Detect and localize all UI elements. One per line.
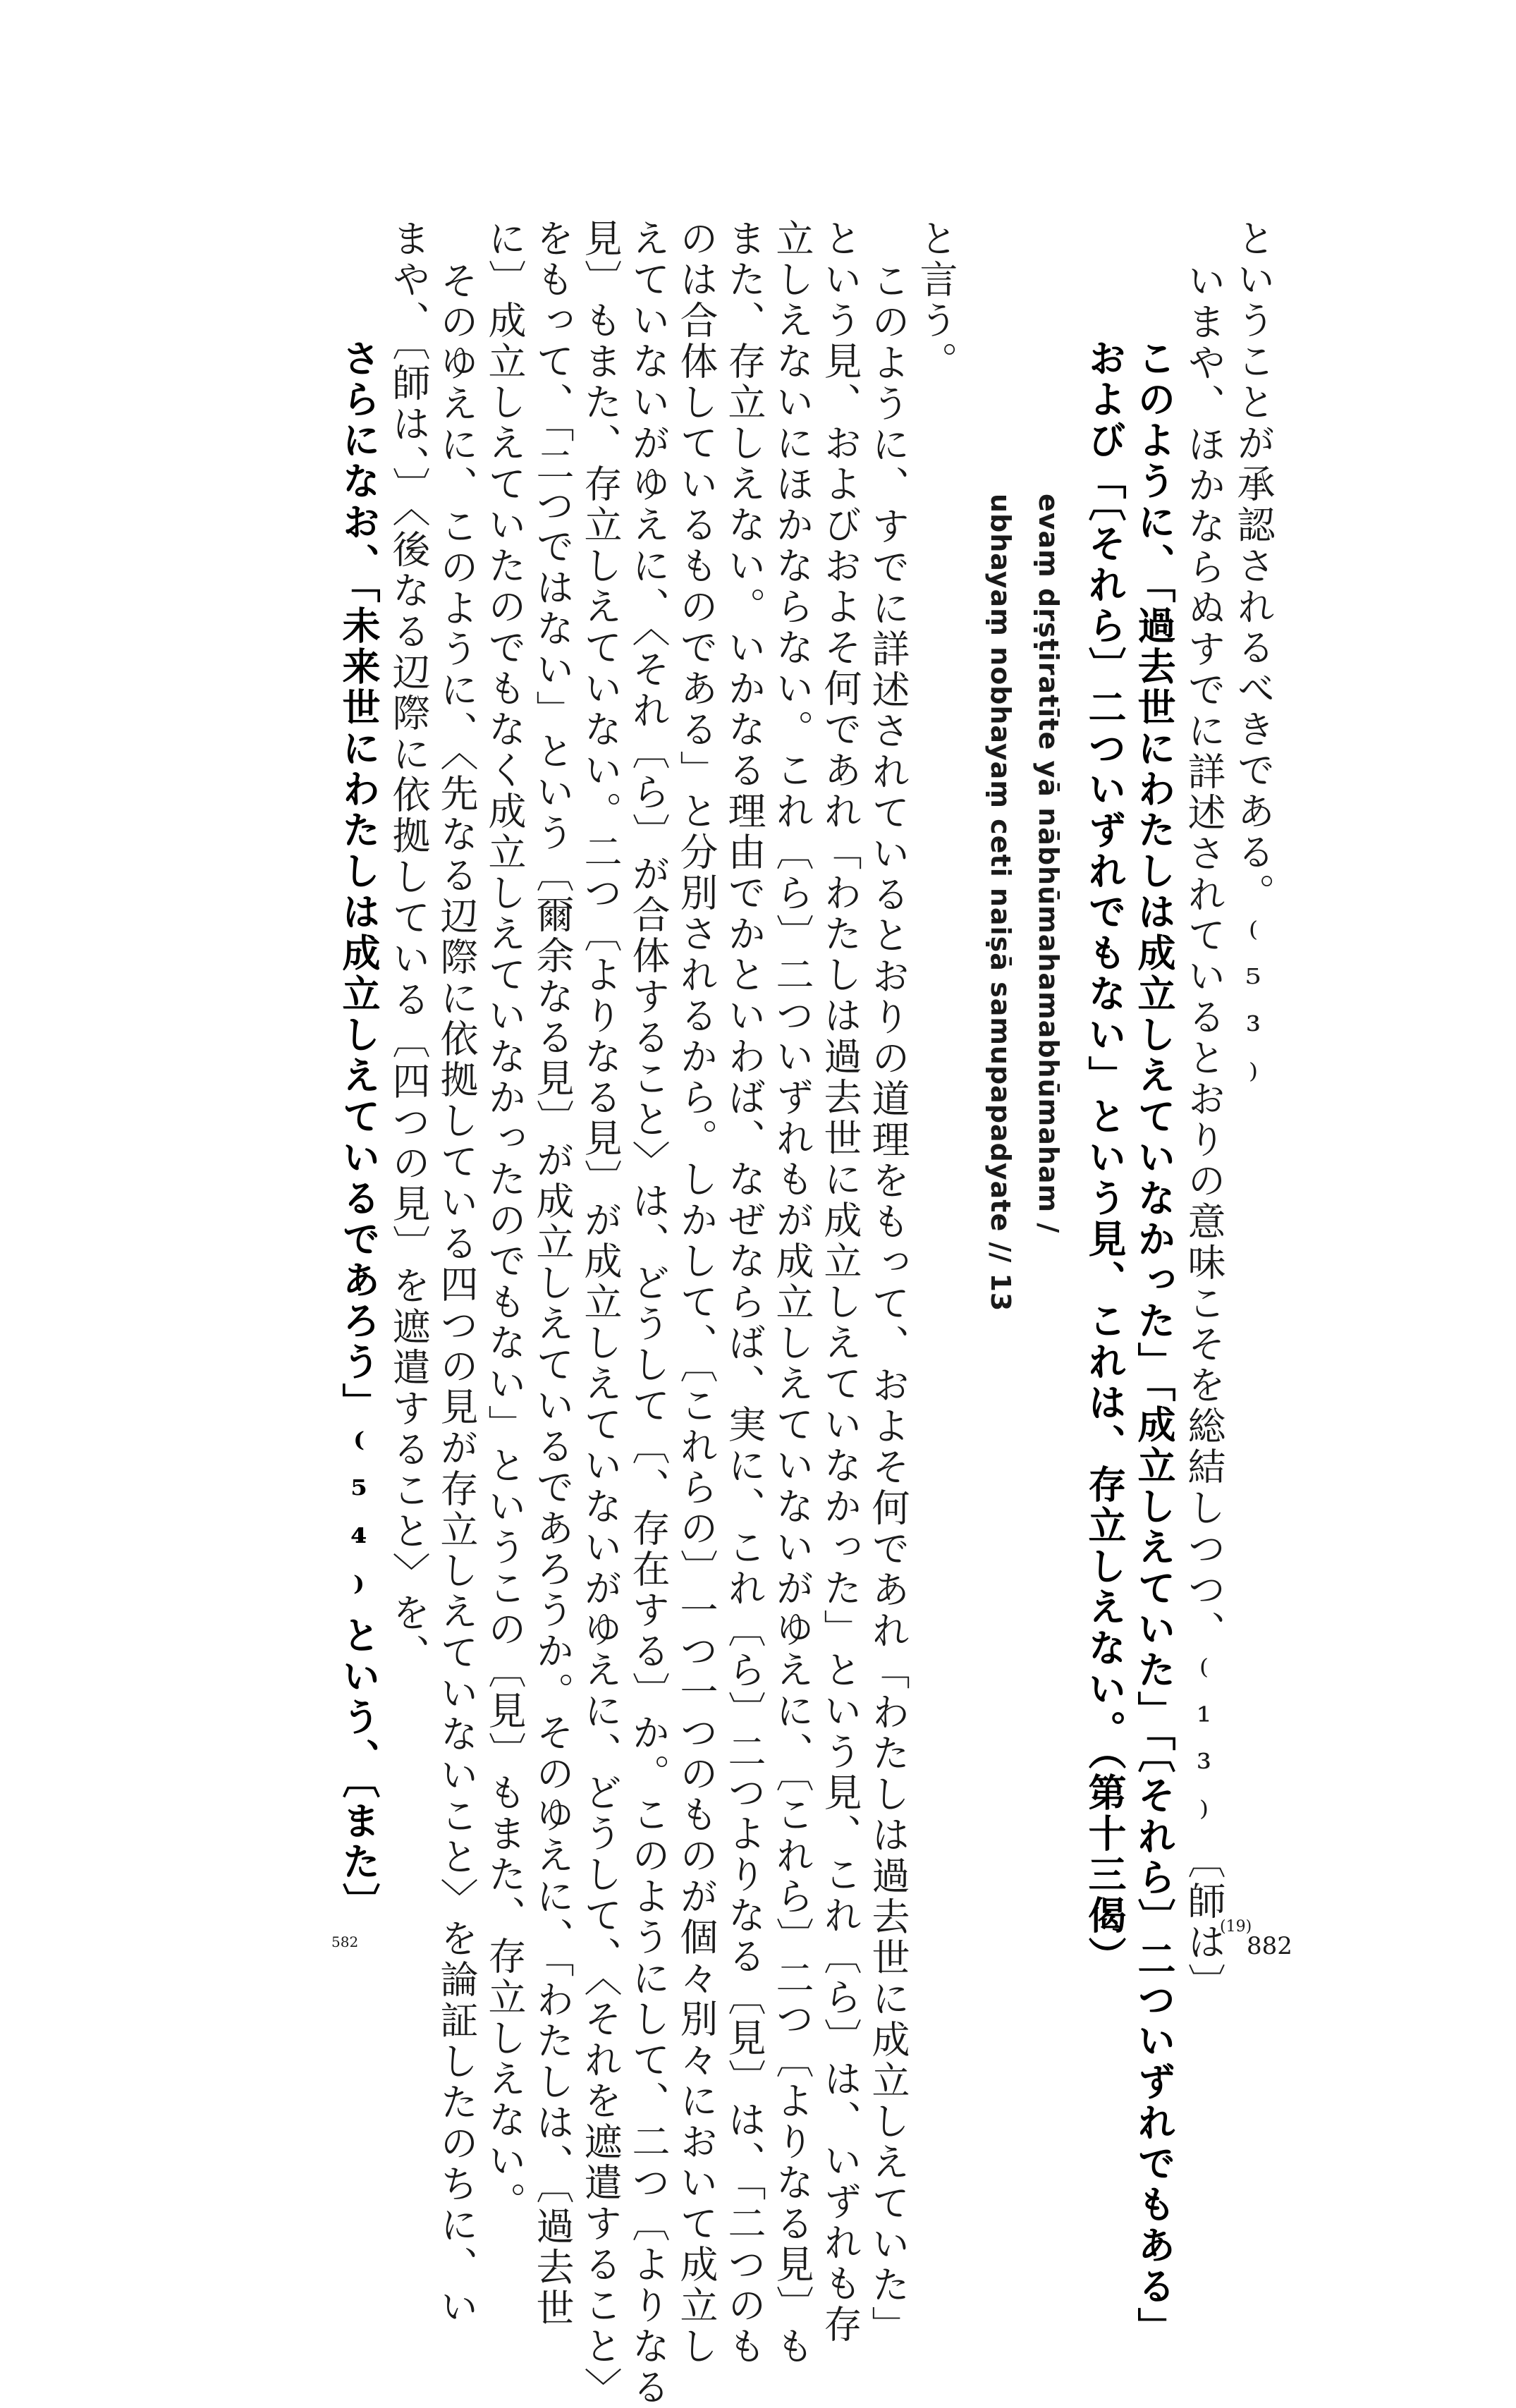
page-mark-bottom: 582	[331, 1933, 359, 1950]
text-column-2: いまや、ほかならぬすでに詳述されているとおりの意味こそを総結しつつ、⁽¹³⁾〔師は〕	[1182, 261, 1226, 2004]
text-column-14: まや、〔師は、〕〈後なる辺際に依拠している〔四つの見〕を遮遣すること〉を、	[386, 219, 431, 1675]
text-column-10: 見〕もまた、存立しえていない。二つ〔よりなる見〕が成立しえていないがゆえに、どうして、〈それを遮遣すること〉	[578, 219, 623, 2408]
page-mark-top: (19)	[1220, 1918, 1252, 1936]
text-column-5: という見、およびおよそ何であれ「わたしは過去世に成立しえていなかった」という見、これ〔ら〕は、いずれも存	[818, 219, 862, 2345]
text-column-3: と言う。	[914, 219, 958, 382]
text-column-7: また、存立しえない。いかなる理由でかといわば、なぜならば、実に、これ〔ら〕二つよりなる〔見〕は、「二つのも	[722, 219, 766, 2367]
text-column-1: ということが承認されるべきである。⁽⁵³⁾	[1231, 219, 1276, 1103]
text-column-8: のは合体しているものである」と分別されるから。しかして、〔これらの〕一つ一つのものが個々別々において成立し	[674, 219, 719, 2367]
verse-line-2: および「〔それら〕二ついずれでもない」という見、これは、存立しえない。（第十三偈）	[1082, 338, 1127, 1977]
sanskrit-line-2: ubhayaṃ nobhayaṃ ceti naiṣā samupapadyate // 13	[985, 494, 1016, 1312]
text-column-12: に〕成立しえていたのでもなく成立しえていなかったのでもない」というこの〔見〕もまた、存立しえない。	[482, 219, 527, 2223]
text-column-11: をもって、「二つではない」という〔爾余なる見〕が成立しえているであろうか。そのゆえに、「わたしは、〔過去世	[530, 219, 575, 2329]
verse-line-3: さらになお、「未来世にわたしは成立しえているであろう」⁽⁵⁴⁾という、〔また〕	[336, 338, 381, 1924]
text-column-4: このように、すでに詳述されているとおりの道理をもって、およそ何であれ「わたしは過去世に成立しえていた」	[866, 261, 910, 2347]
text-column-9: えていないがゆえに、〈それ〔ら〕が合体すること〉は、どうして〔、存在する〕か。このようにして、二つ〔よりなる	[626, 219, 671, 2408]
text-column-6: 立しえないにほかならない。これ〔ら〕二ついずれもが成立しえていないがゆえに、〔これら〕二つ〔よりなる見〕も	[770, 219, 814, 2367]
verse-line-1: このように、「過去世にわたしは成立しえていなかった」「成立しえていた」「〔それら〕二ついずれでもある」	[1132, 338, 1177, 2348]
page-number: 882	[1247, 1932, 1292, 1960]
sanskrit-line-1: evaṃ dṛṣṭiratīte yā nābhūmahamabhūmaham /	[1033, 494, 1064, 1234]
text-column-13: そのゆえに、このように、〈先なる辺際に依拠している四つの見が存立しえていないこと〉を論証したのちに、い	[434, 261, 479, 2328]
